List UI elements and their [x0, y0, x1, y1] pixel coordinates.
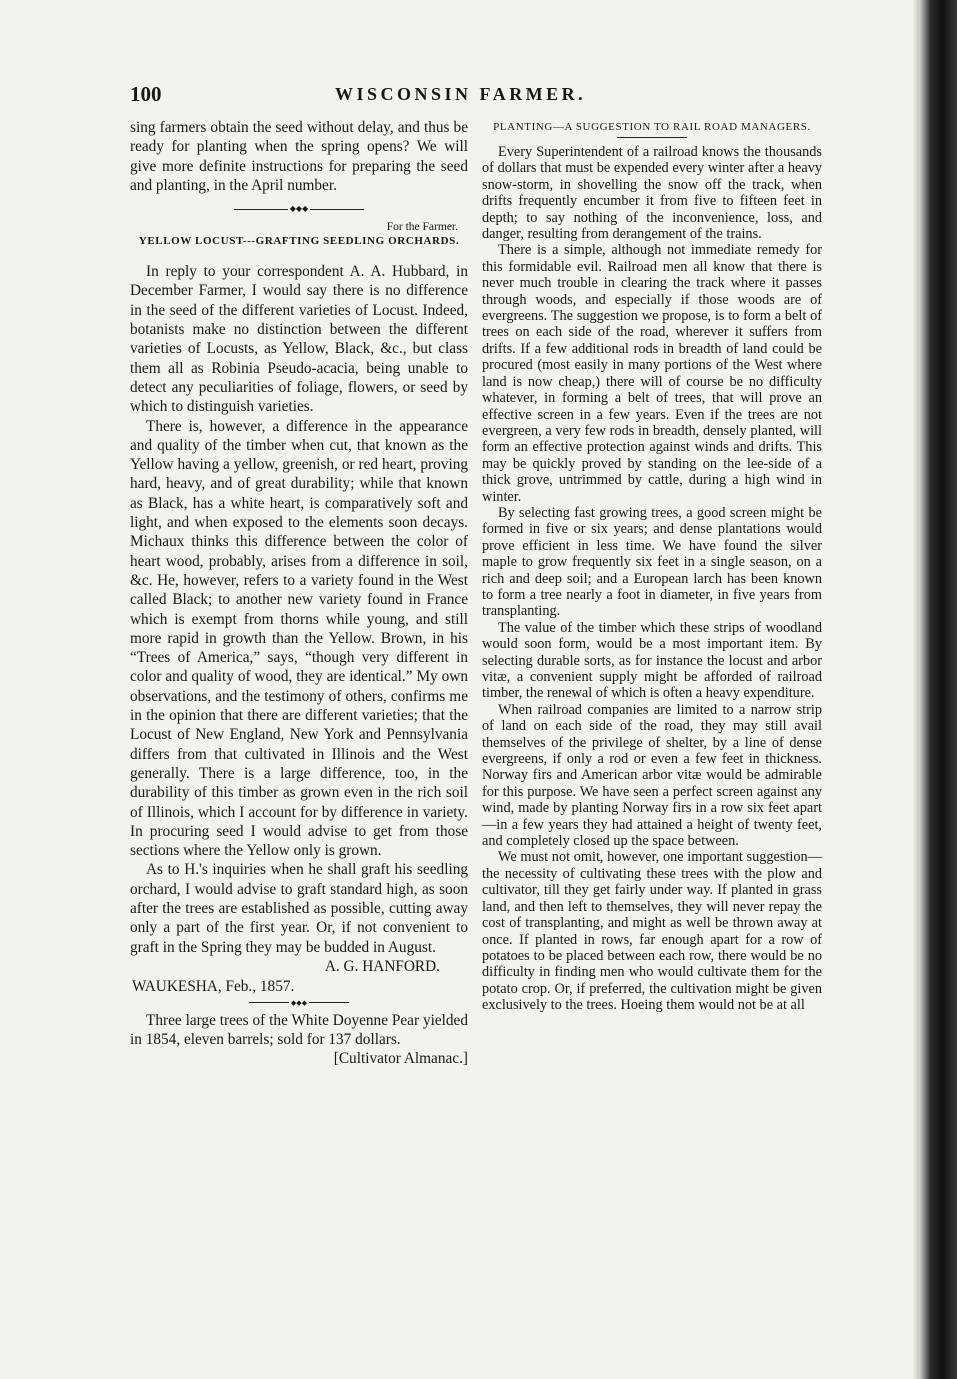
heading-rule [617, 137, 687, 138]
paragraph: When railroad companies are limited to a narrow strip of land on each side of the road, they may still avail themselves of the privilege of shelter, by a line of dense evergreens, if only a rod or even a few feet in thickness. Norway firs and American arbor vitæ would be admirable for this purpose. We have seen a perfect screen against any wind, made by planting Norway firs in a row six feet apart—in a few years they had attained a height of twenty feet, and completely closed up the space between. [482, 701, 822, 850]
article-heading-railroad: PLANTING—A SUGGESTION TO RAIL ROAD MANAGERS. [493, 121, 811, 133]
paragraph: As to H.'s inquiries when he shall graft his seedling orchard, I would advise to graft standard high, as soon after the trees are established as possible, cutting away only a part of the first year. Or, if not convenient to graft in the Spring they may be budded in August. [130, 861, 468, 956]
book-binding-edge [919, 0, 957, 1379]
paragraph: In reply to your correspondent A. A. Hubbard, in December Farmer, I would say there is no difference in the seed of the different varieties of Locust. Indeed, botanists make no distinction between the different varieties of Locusts, as Yellow, Black, &c., but class them all as Robinia Pseudo-acacia, being unable to detect any peculiarities of foliage, flowers, or seed by which to distinguish varieties. [130, 263, 468, 416]
attribution: For the Farmer. [386, 221, 458, 234]
intro-paragraph: sing farmers obtain the seed without delay, and thus be ready for planting when the spring opens? We will give more definite instructions for preparing the seed and planting, in the April number. [130, 119, 468, 194]
source-citation: [Cultivator Almanac.] [333, 1050, 468, 1068]
page-header [130, 82, 640, 112]
section-divider: ◆◆◆ [130, 999, 468, 1007]
page-number: 100 [130, 82, 162, 106]
note-source [130, 1049, 468, 1068]
paragraph: The value of the timber which these strips of woodland would soon form, would be a most important item. By selecting durable sorts, as for instance the locust and arbor vitæ, a convenient supply might be afforded of railroad timber, the renewal of which is often a heavy expenditure. [482, 619, 822, 702]
author-signature: A. G. HANFORD. [324, 957, 440, 975]
running-title: WISCONSIN FARMER. [335, 84, 587, 104]
right-column [482, 118, 822, 1014]
paragraph: Every Superintendent of a railroad knows the thousands of dollars that must be expended every winter after a heavy snow-storm, in shovelling the snow off the track, when drifts frequently encumber it from five to fifteen feet in depth; to say nothing of the inconvenience, loss, and danger, resulting from derangement of the trains. [482, 144, 822, 243]
paragraph: There is, however, a difference in the appearance and quality of the timber when cut, that known as the Yellow having a yellow, greenish, or red heart, proving hard, heavy, and of great durability; while that known as Black, has a white heart, is comparatively soft and light, and when exposed to the elements soon decays. Michaux thinks this difference between the color of heart wood, probably, arises from a difference in soil, &c. He, however, refers to a variety found in the West called Black; to another new variety found in France which is exempt from thorns while young, and still more rapid in growth than the Yellow. Brown, in his “Trees of America,” says, “though very different in color and quality of wood, they are identical.” My own observations, and the testimony of others, confirms me in the opinion that there are different varieties; that the Locust of New England, New York and Pennsylvania differs from that cultivated in Illinois and the West generally. There is a large difference, too, in the durability of this timber as grown even in the rich soil of Illinois, which I account for by difference in variety. In procuring seed I would advise to get from those sections where the Yellow only is grown. [130, 417, 468, 860]
paragraph: By selecting fast growing trees, a good screen might be formed in five or six years; and dense plantations would prove efficient in less time. We have found the silver maple to grow frequently six feet in a single season, on a rich and deep soil; and a European larch has been known to form a tree nearly a foot in diameter, in five years from transplanting. [482, 504, 822, 620]
pear-note: Three large trees of the White Doyenne Pear yielded in 1854, eleven barrels; sold for 137 dollars. [130, 1011, 468, 1049]
left-column [130, 118, 468, 1068]
paragraph: We must not omit, however, one important suggestion—the necessity of cultivating these trees with the plow and cultivator, till they get fairly under way. If planted in grass land, and then left to themselves, they will never repay the cost of transplanting, and might as well be thrown away at once. If planted in rows, far enough apart for a row of potatoes to be placed between each row, there would be no difficulty in finding men who would cultivate them for the potato crop. Or, if preferred, the cultivation might be given exclusively to the trees. Hoeing them would not be at all [482, 849, 822, 1014]
section-divider: ◆◆◆ [130, 205, 468, 213]
article-heading-locust: YELLOW LOCUST---GRAFTING SEEDLING ORCHARDS. [138, 235, 460, 248]
paragraph: There is a simple, although not immediate remedy for this formidable evil. Railroad men all know that there is never much trouble in clearing the track where it passes through woods, and especially if those woods are of evergreens. The suggestion we propose, is to form a belt of trees on each side of the road, wherever it suffers from drifts. If a few additional rods in breadth of land could be procured (most easily in many portions of the West where land is now cheap,) there will of course be no difficulty whatever, in forming a belt of trees, that will prove an effective screen in a few years. Even if the trees are not evergreen, a very few rods in breadth, densely planted, will form an effective protection against winds and drifts. This may be quickly proved by standing on the lee-side of a thick grove, untrimmed by cattle, during a high wind in winter. [482, 242, 822, 505]
dateline: WAUKESHA, Feb., 1857. [132, 977, 295, 995]
